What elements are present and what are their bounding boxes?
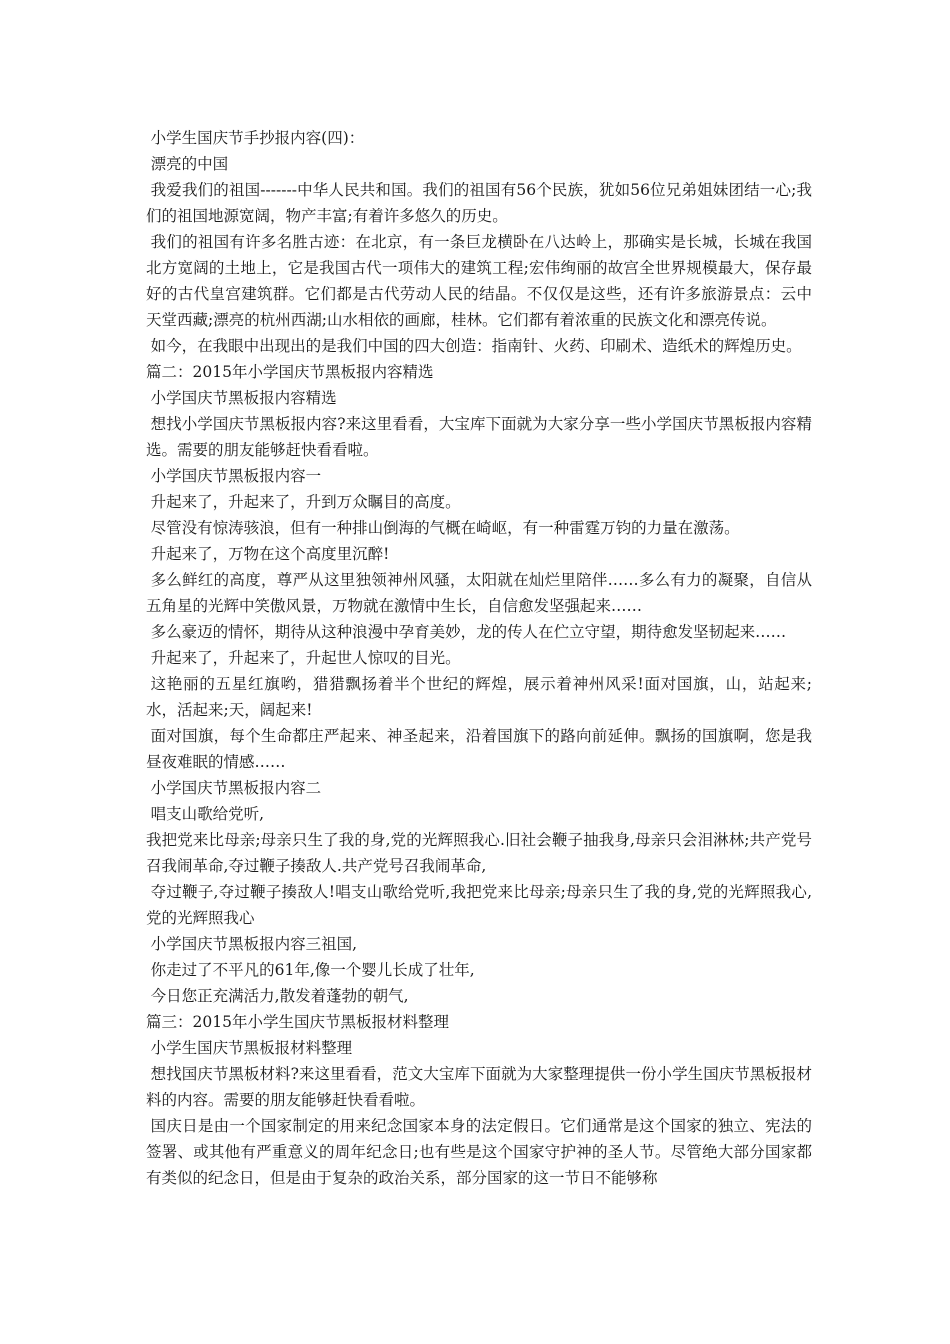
paragraph: 升起来了，万物在这个高度里沉醉!: [150, 545, 390, 563]
section-heading: 篇三：2015年小学生国庆节黑板报材料整理: [146, 1013, 449, 1031]
paragraph: 面对国旗，每个生命都庄严起来、神圣起来，沿着国旗下的路向前延伸。飘扬的国旗啊，您是我昼夜难眠的情感……: [146, 727, 812, 771]
paragraph: 小学国庆节黑板报内容三祖国,: [150, 935, 358, 953]
paragraph: 国庆日是由一个国家制定的用来纪念国家本身的法定假日。它们通常是这个国家的独立、宪法的签署、或其他有严重意义的周年纪念日;也有些是这个国家守护神的圣人节。尽管绝大部分国家都有类似的纪念日，但是由于复杂的政治关系，部分国家的这一节日不能够称: [146, 1117, 812, 1187]
paragraph: 我把党来比母亲;母亲只生了我的身,党的光辉照我心.旧社会鞭子抽我身,母亲只会泪淋林;共产党号召我闹革命,夺过鞭子揍敌人.共产党号召我闹革命,: [146, 831, 812, 875]
paragraph: 小学国庆节黑板报内容二: [150, 779, 322, 797]
paragraph: 多么鲜红的高度，尊严从这里独领神州风骚，太阳就在灿烂里陪伴……多么有力的凝聚，自信从五角星的光辉中笑傲风景，万物就在激情中生长，自信愈发坚强起来……: [146, 571, 812, 615]
document-body: [146, 125, 812, 1191]
paragraph: 今日您正充满活力,散发着蓬勃的朝气,: [150, 987, 409, 1005]
paragraph: 想找小学国庆节黑板报内容?来这里看看，大宝库下面就为大家分享一些小学国庆节黑板报内容精选。需要的朋友能够赶快看看啦。: [146, 415, 812, 459]
paragraph: 升起来了，升起来了，升到万众瞩目的高度。: [150, 493, 461, 511]
paragraph: 多么豪迈的情怀，期待从这种浪漫中孕育美妙，龙的传人在伫立守望，期待愈发坚韧起来……: [150, 623, 787, 641]
paragraph: 小学国庆节黑板报内容精选: [150, 389, 337, 407]
paragraph: 想找国庆节黑板材料?来这里看看，范文大宝库下面就为大家整理提供一份小学生国庆节黑板报材料的内容。需要的朋友能够赶快看看啦。: [146, 1065, 812, 1109]
paragraph: 我爱我们的祖国-------中华人民共和国。我们的祖国有56个民族，犹如56位兄弟姐妹团结一心;我们的祖国地源宽阔，物产丰富;有着许多悠久的历史。: [146, 181, 812, 225]
paragraph: 如今，在我眼中出现出的是我们中国的四大创造：指南针、火药、印刷术、造纸术的辉煌历史。: [150, 337, 802, 355]
paragraph: 小学生国庆节手抄报内容(四)：: [150, 129, 365, 147]
paragraph: 夺过鞭子,夺过鞭子揍敌人!唱支山歌给党听,我把党来比母亲;母亲只生了我的身,党的光辉照我心,党的光辉照我心: [146, 883, 812, 927]
section-heading: 篇二：2015年小学国庆节黑板报内容精选: [146, 363, 434, 381]
paragraph: 你走过了不平凡的61年,像一个婴儿长成了壮年,: [150, 961, 475, 979]
paragraph: 尽管没有惊涛骇浪，但有一种排山倒海的气概在崎岖，有一种雷霆万钧的力量在激荡。: [150, 519, 740, 537]
paragraph: 小学国庆节黑板报内容一: [150, 467, 322, 485]
paragraph: 我们的祖国有许多名胜古迹：在北京，有一条巨龙横卧在八达岭上，那确实是长城，长城在我国北方宽阔的土地上，它是我国古代一项伟大的建筑工程;宏伟绚丽的故宫全世界规模最大，保存最好的古代皇宫建筑群。它们都是古代劳动人民的结晶。不仅仅是这些，还有许多旅游景点：云中天堂西藏;漂亮的杭州西湖;山水相依的画廊，桂林。它们都有着浓重的民族文化和漂亮传说。: [146, 233, 812, 329]
paragraph: 这艳丽的五星红旗哟，猎猎飘扬着半个世纪的辉煌，展示着神州风采!面对国旗，山，站起来;水，活起来;天，阔起来!: [146, 675, 812, 719]
paragraph: 升起来了，升起来了，升起世人惊叹的目光。: [150, 649, 461, 667]
paragraph: 漂亮的中国: [150, 155, 229, 173]
paragraph: 唱支山歌给党听,: [150, 805, 265, 823]
paragraph: 小学生国庆节黑板报材料整理: [150, 1039, 353, 1057]
